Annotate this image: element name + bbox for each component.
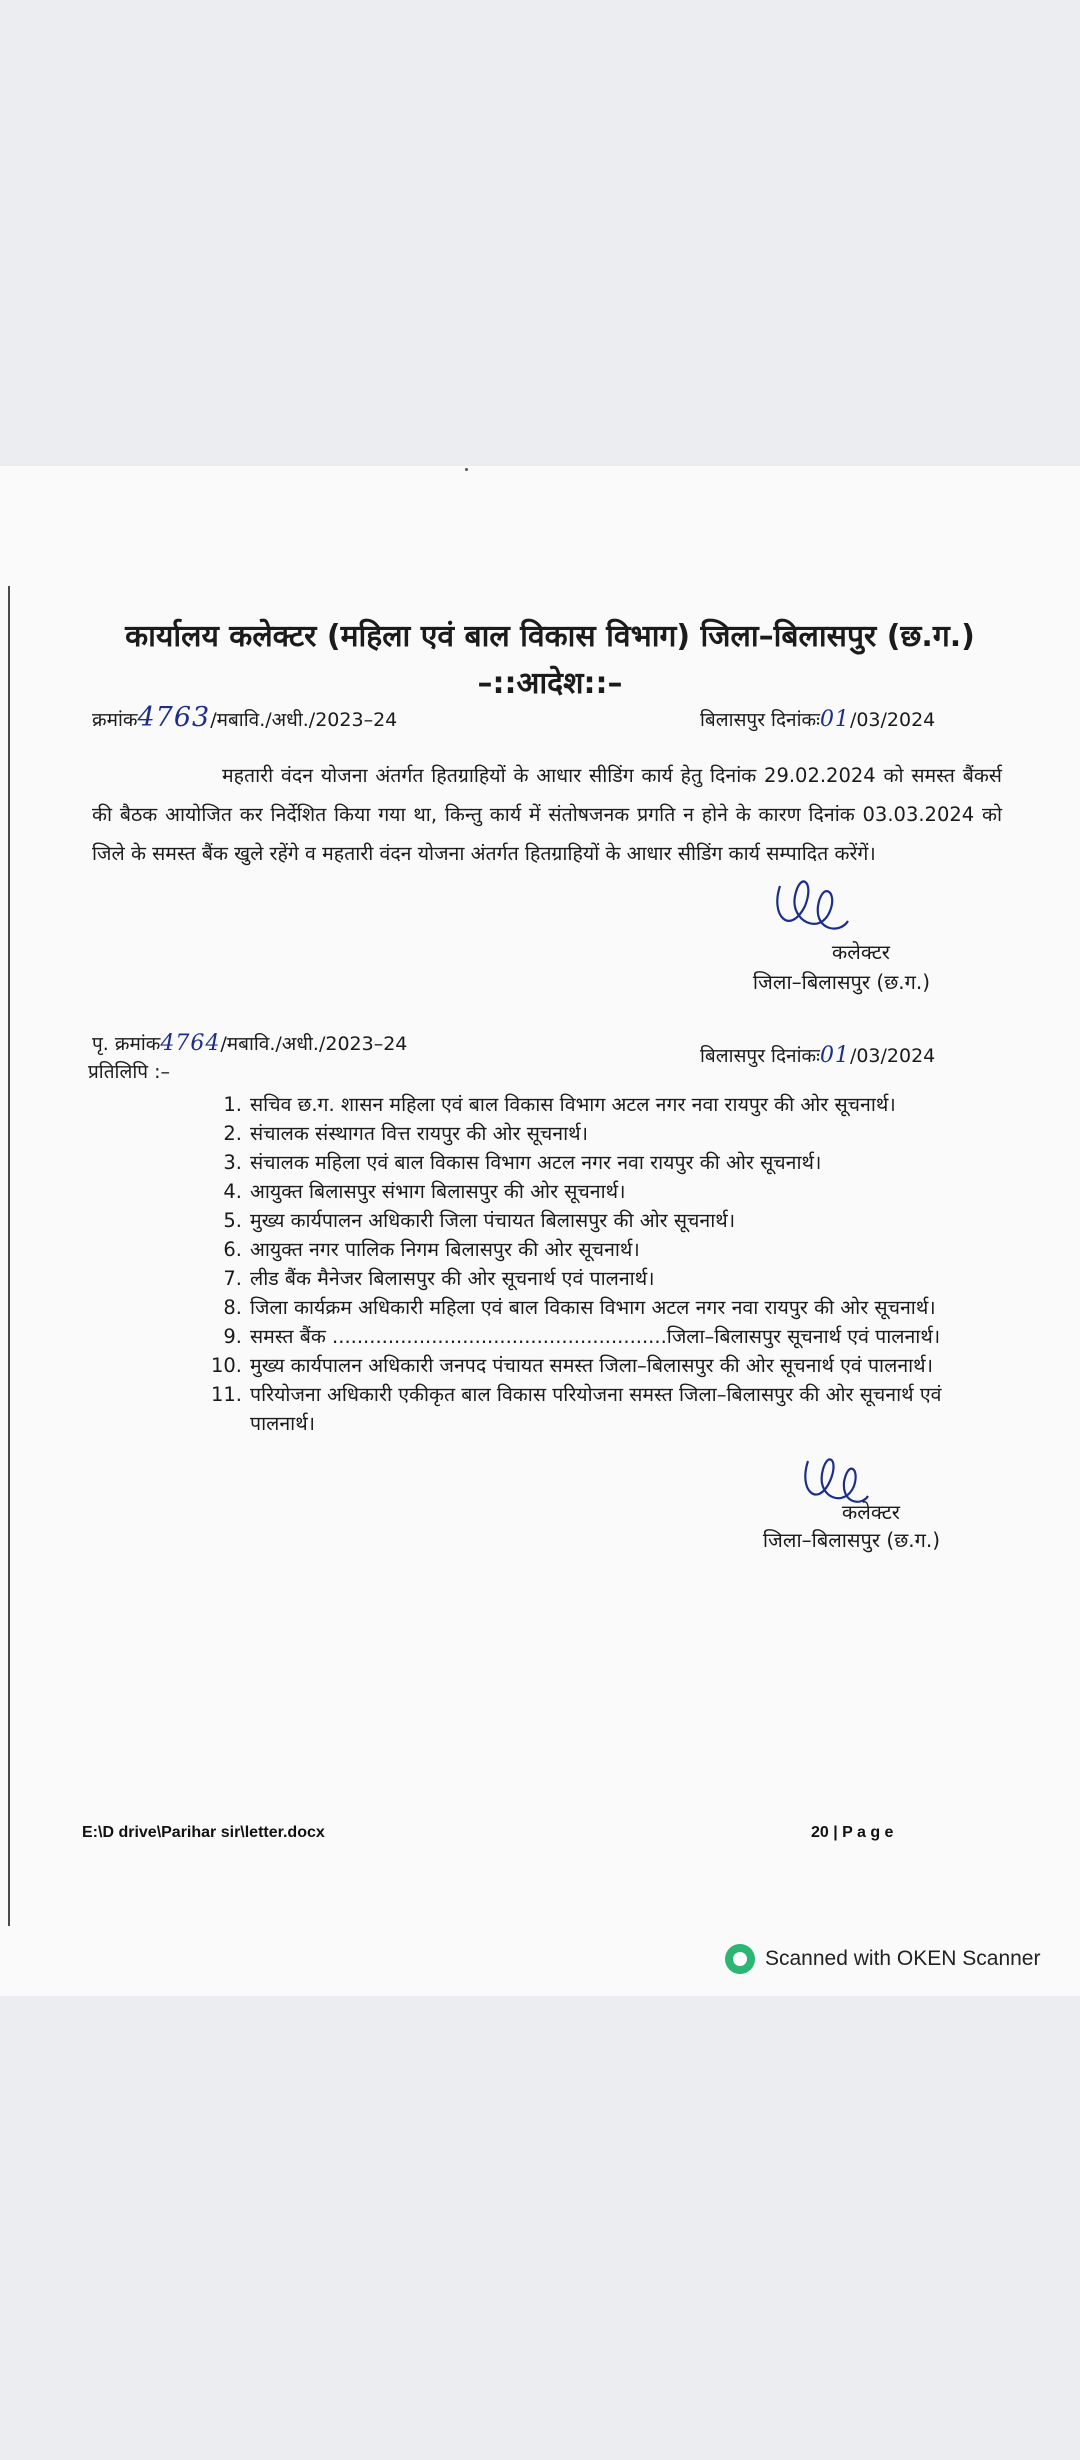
signature-scribble — [760, 866, 850, 946]
copy-ref-label: पृ. क्रमांक — [92, 1033, 161, 1055]
order-body: महतारी वंदन योजना अंतर्गत हितग्राहियों के आधार सीडिंग कार्य हेतु दिनांक 29.02.2024 को समस्त बैंकर्स की बैठक आयोजित कर निर्देशित किया गया था, किन्तु कार्य में संतोषजनक प्रगति न होने के कारण दिनांक 03.03.2024 को जिले के समस्त बैंक खुले रहेंगे व महतारी वंदन योजना अंतर्गत हितग्राहियों के आधार सीडिंग कार्य सम्पादित करेंगें। — [92, 764, 1002, 865]
cc-item-text: आयुक्त बिलासपुर संभाग बिलासपुर की ओर सूचनार्थ। — [250, 1180, 626, 1203]
order-ref-number: 4763 — [137, 702, 211, 733]
cc-item-text: सचिव छ.ग. शासन महिला एवं बाल विकास विभाग अटल नगर नवा रायपुर की ओर सूचनार्थ। — [250, 1093, 896, 1116]
cc-item-text: आयुक्त नगर पालिक निगम बिलासपुर की ओर सूचनार्थ। — [250, 1238, 640, 1261]
cc-item-number: 3. — [223, 1151, 242, 1174]
cc-item-text: परियोजना अधिकारी एकीकृत बाल विकास परियोजना समस्त जिला–बिलासपुर की ओर सूचनार्थ एवं पालनार्थ। — [250, 1383, 942, 1435]
cc-list — [204, 1090, 1004, 1438]
order-ref-suffix: /मबावि./अधी./2023–24 — [210, 709, 398, 731]
cc-list-item — [204, 1148, 1004, 1177]
order-title: –::आदेश::– — [477, 666, 623, 701]
order-ref-label: क्रमांक — [92, 709, 138, 731]
order-date-rest: /03/2024 — [849, 709, 936, 731]
cc-item-number: 1. — [223, 1093, 242, 1116]
cc-item-text: लीड बैंक मैनेजर बिलासपुर की ओर सूचनार्थ एवं पालनार्थ। — [250, 1267, 655, 1290]
cc-item-number: 11. — [210, 1383, 242, 1406]
cc-list-item — [204, 1206, 1004, 1235]
copy-date-rest: /03/2024 — [849, 1045, 936, 1067]
cc-list-item — [204, 1293, 1004, 1322]
scan-dot — [465, 468, 468, 471]
signature-1-district: जिला–बिलासपुर (छ.ग.) — [752, 970, 930, 994]
cc-item-number: 6. — [223, 1238, 242, 1261]
signature-1-title: कलेक्टर — [831, 940, 890, 964]
cc-item-number: 10. — [210, 1354, 242, 1377]
scanner-watermark — [725, 1944, 1040, 1974]
cc-list-item — [204, 1235, 1004, 1264]
cc-item-number: 4. — [223, 1180, 242, 1203]
cc-item-number: 7. — [223, 1267, 242, 1290]
cc-item-number: 8. — [223, 1296, 242, 1319]
order-date-day: 01 — [819, 707, 850, 732]
cc-list-item — [204, 1090, 1004, 1119]
footer-page-number: 20 | P a g e — [811, 1824, 894, 1841]
copy-date-label: बिलासपुर दिनांकः — [700, 1045, 820, 1067]
order-date — [700, 706, 935, 732]
signature-2-district: जिला–बिलासपुर (छ.ग.) — [762, 1528, 940, 1552]
cc-item-text: मुख्य कार्यपालन अधिकारी जनपद पंचायत समस्त जिला–बिलासपुर की ओर सूचनार्थ एवं पालनार्थ। — [250, 1354, 934, 1377]
copy-ref-suffix: /मबावि./अधी./2023–24 — [220, 1033, 408, 1055]
cc-item-number: 2. — [223, 1122, 242, 1145]
cc-item-text: मुख्य कार्यपालन अधिकारी जिला पंचायत बिलासपुर की ओर सूचनार्थ। — [250, 1209, 736, 1232]
scanned-document-page — [0, 466, 1080, 1996]
cc-item-text: संचालक महिला एवं बाल विकास विभाग अटल नगर नवा रायपुर की ओर सूचनार्थ। — [250, 1151, 822, 1174]
copy-reference — [92, 1030, 407, 1056]
cc-item-number: 5. — [223, 1209, 242, 1232]
signature-block-1 — [690, 886, 930, 996]
cc-list-item — [204, 1177, 1004, 1206]
office-header: कार्यालय कलेक्टर (महिला एवं बाल विकास विभाग) जिला–बिलासपुर (छ.ग.) — [125, 619, 975, 654]
oken-scanner-icon — [725, 1944, 755, 1974]
scan-edge-line — [8, 586, 10, 1926]
cc-list-item — [204, 1322, 1004, 1351]
cc-label: प्रतिलिपि :– — [88, 1061, 171, 1083]
signature-block-2 — [700, 1456, 940, 1566]
copy-date — [700, 1042, 935, 1068]
cc-list-item — [204, 1119, 1004, 1148]
copy-date-day: 01 — [819, 1043, 850, 1068]
footer-file-path: E:\D drive\Parihar sir\letter.docx — [82, 1824, 325, 1841]
cc-item-number: 9. — [223, 1325, 242, 1348]
signature-2-title: कलेक्टर — [841, 1500, 900, 1524]
order-date-label: बिलासपुर दिनांकः — [700, 709, 820, 731]
cc-list-item — [204, 1264, 1004, 1293]
cc-item-text: जिला कार्यक्रम अधिकारी महिला एवं बाल विकास विभाग अटल नगर नवा रायपुर की ओर सूचनार्थ। — [250, 1296, 936, 1319]
order-reference — [92, 702, 397, 733]
cc-item-text: समस्त बैंक ......................................................जिला–बिलासपुर सूचनार्थ एवं पालनार्थ। — [250, 1325, 941, 1348]
scanner-label: Scanned with OKEN Scanner — [765, 1947, 1041, 1970]
cc-item-text: संचालक संस्थागत वित्त रायपुर की ओर सूचनार्थ। — [250, 1122, 588, 1145]
cc-list-item — [204, 1351, 1004, 1380]
copy-ref-number: 4764 — [160, 1031, 221, 1056]
cc-list-item — [204, 1380, 1004, 1438]
